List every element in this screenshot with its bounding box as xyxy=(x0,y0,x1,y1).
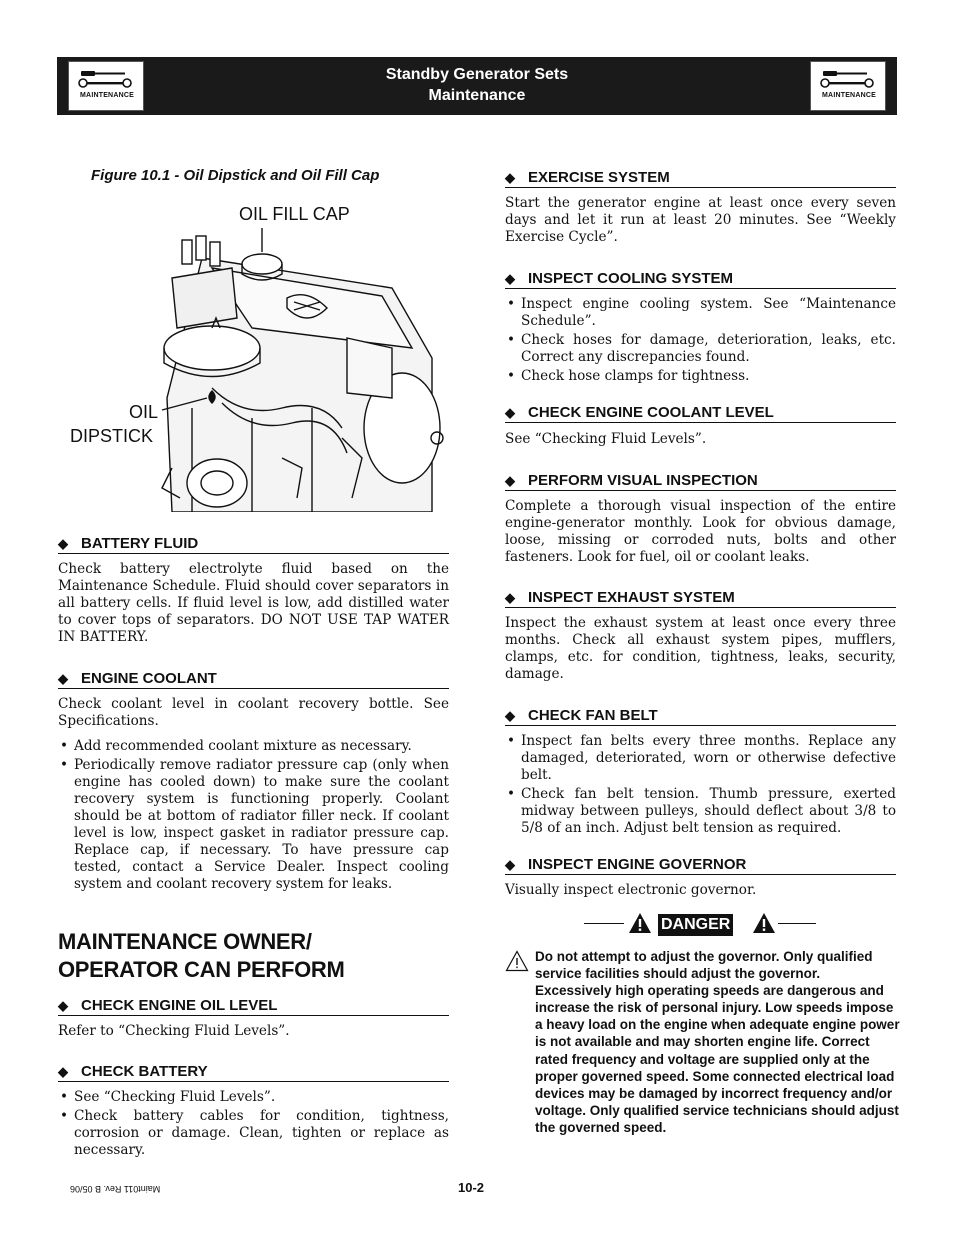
diamond-bullet-icon: ◆ xyxy=(58,998,68,1013)
section-check-battery xyxy=(58,1062,449,1082)
section-heading: CHECK FAN BELT xyxy=(528,707,658,724)
section-heading: CHECK ENGINE OIL LEVEL xyxy=(81,997,278,1014)
label-dipstick: DIPSTICK xyxy=(70,426,154,446)
battery-fluid-text: Check battery electrolyte fluid based on the Maintenance Schedule. Fluid should cover separators in all battery cells. If fluid level is low, add distilled water to cover tops of separators. DO NOT USE TAP WATER IN BATTERY. xyxy=(58,561,449,645)
section-heading: INSPECT EXHAUST SYSTEM xyxy=(528,589,735,606)
document-code: Maint011 Rev. B 05/06 xyxy=(70,1184,161,1194)
section-exhaust xyxy=(505,588,896,608)
list-item: • Periodically remove radiator pressure cap (only when engine has cooled down) to make sure the coolant recovery system is functioning properly. Coolant should be at bottom of radiator filler neck. If coolant level is low, inspect gasket in radiator pressure cap. Replace cap, if necessary. To have pressure cap tested, contact a Service Dealer. Inspect cooling system and coolant recovery system for leaks. xyxy=(58,757,449,893)
check-battery-list xyxy=(58,1089,449,1161)
section-coolant-level xyxy=(505,403,896,423)
warning-triangle-icon xyxy=(752,912,776,934)
list-item: • Check fan belt tension. Thumb pressure, exerted midway between pulleys, should deflect about 3/8 to 5/8 of an inch. Adjust belt tension as required. xyxy=(505,786,896,837)
danger-rule-left xyxy=(584,923,624,924)
danger-label: DANGER xyxy=(658,914,733,936)
engine-illustration xyxy=(62,198,448,512)
exhaust-text: Inspect the exhaust system at least once every three months. Check all exhaust system pipes, mufflers, clamps, etc. for condition, tightness, leaks, security, damage. xyxy=(505,615,896,682)
section-exercise xyxy=(505,168,896,188)
governor-text: Visually inspect electronic governor. xyxy=(505,882,757,898)
diamond-bullet-icon: ◆ xyxy=(505,170,515,185)
section-heading: BATTERY FLUID xyxy=(81,535,199,552)
cooling-list xyxy=(505,296,896,387)
section-governor xyxy=(505,855,896,875)
diamond-bullet-icon: ◆ xyxy=(505,473,515,488)
diamond-bullet-icon: ◆ xyxy=(505,271,515,286)
header-title-line1: Standby Generator Sets xyxy=(385,66,569,83)
danger-warning-text: Do not attempt to adjust the governor. Only qualified service facilities should adjust the governor. Excessively high operating speeds are dangerous and increase the risk of personal injury. Low speeds impose a heavy load on the engine when adequate engine power is not available and may shorten engine life. Correct rated frequency and voltage are supplied only at the proper governed speed. Some connected electrical load devices may be damaged by incorrect frequency and/or voltage. Only qualified service technicians should adjust the governed speed. xyxy=(535,949,900,1135)
section-heading: CHECK BATTERY xyxy=(81,1063,208,1080)
section-heading: CHECK ENGINE COOLANT LEVEL xyxy=(528,404,774,421)
exercise-text: Start the generator engine at least once every seven days and let it run at least 20 minutes. See “Weekly Exercise Cycle”. xyxy=(505,195,896,245)
section-heading: PERFORM VISUAL INSPECTION xyxy=(528,472,758,489)
list-item: • Inspect engine cooling system. See “Maintenance Schedule”. xyxy=(505,296,896,330)
list-item: • Inspect fan belts every three months. Replace any damaged, deteriorated, worn or otherwise defective belt. xyxy=(505,733,896,784)
badge-label: MAINTENANCE xyxy=(822,92,876,99)
label-oil: OIL xyxy=(129,402,159,422)
section-heading: INSPECT ENGINE GOVERNOR xyxy=(528,856,747,873)
list-item: • Check hose clamps for tightness. xyxy=(505,368,896,385)
figure-caption: Figure 10.1 - Oil Dipstick and Oil Fill Cap xyxy=(91,167,380,184)
section-battery-fluid xyxy=(58,534,449,554)
big-heading-line1: MAINTENANCE OWNER/ xyxy=(58,929,312,954)
engine-coolant-text: Check coolant level in coolant recovery bottle. See Specifications. xyxy=(58,696,449,729)
diamond-bullet-icon: ◆ xyxy=(58,1064,68,1079)
section-heading: INSPECT COOLING SYSTEM xyxy=(528,270,734,287)
header-title xyxy=(57,64,897,106)
section-fan-belt xyxy=(505,706,896,726)
section-heading: ENGINE COOLANT xyxy=(81,670,217,687)
danger-rule-right xyxy=(778,923,816,924)
label-oil-fill-cap: OIL FILL CAP xyxy=(239,204,350,224)
section-title-owner-operator xyxy=(58,928,449,984)
section-cooling xyxy=(505,269,896,289)
warning-triangle-icon xyxy=(628,912,652,934)
engine-coolant-list xyxy=(58,738,449,895)
list-item: • See “Checking Fluid Levels”. xyxy=(58,1089,449,1106)
diamond-bullet-icon: ◆ xyxy=(505,708,515,723)
fan-belt-list xyxy=(505,733,896,839)
diamond-bullet-icon: ◆ xyxy=(505,590,515,605)
header-title-line2: Maintenance xyxy=(428,87,526,104)
section-heading: EXERCISE SYSTEM xyxy=(528,169,670,186)
section-engine-coolant xyxy=(58,669,449,689)
page-number: 10-2 xyxy=(458,1180,485,1195)
diamond-bullet-icon: ◆ xyxy=(58,536,68,551)
maintenance-badge-right xyxy=(810,61,886,111)
coolant-level-text: See “Checking Fluid Levels”. xyxy=(505,431,707,447)
diamond-bullet-icon: ◆ xyxy=(58,671,68,686)
check-oil-text: Refer to “Checking Fluid Levels”. xyxy=(58,1023,290,1039)
diamond-bullet-icon: ◆ xyxy=(505,857,515,872)
list-item: • Check hoses for damage, deterioration, leaks, etc. Correct any discrepancies found. xyxy=(505,332,896,366)
engine-figure xyxy=(62,198,448,512)
warning-outline-icon xyxy=(505,950,529,972)
wrench-screwdriver-icon xyxy=(819,68,879,90)
section-visual-inspection xyxy=(505,471,896,491)
badge-label: MAINTENANCE xyxy=(80,92,134,99)
list-item: • Add recommended coolant mixture as necessary. xyxy=(58,738,449,755)
page-header xyxy=(57,57,897,115)
section-check-oil xyxy=(58,996,449,1016)
big-heading-line2: OPERATOR CAN PERFORM xyxy=(58,957,345,982)
diamond-bullet-icon: ◆ xyxy=(505,405,515,420)
visual-inspection-text: Complete a thorough visual inspection of the entire engine-generator monthly. Look for obvious damage, loose, missing or corroded nuts, bolts and other fasteners. Look for fuel, oil or coolant leaks. xyxy=(505,498,896,565)
danger-banner xyxy=(584,908,816,940)
list-item: • Check battery cables for condition, tightness, corrosion or damage. Clean, tighten or replace as necessary. xyxy=(58,1108,449,1159)
